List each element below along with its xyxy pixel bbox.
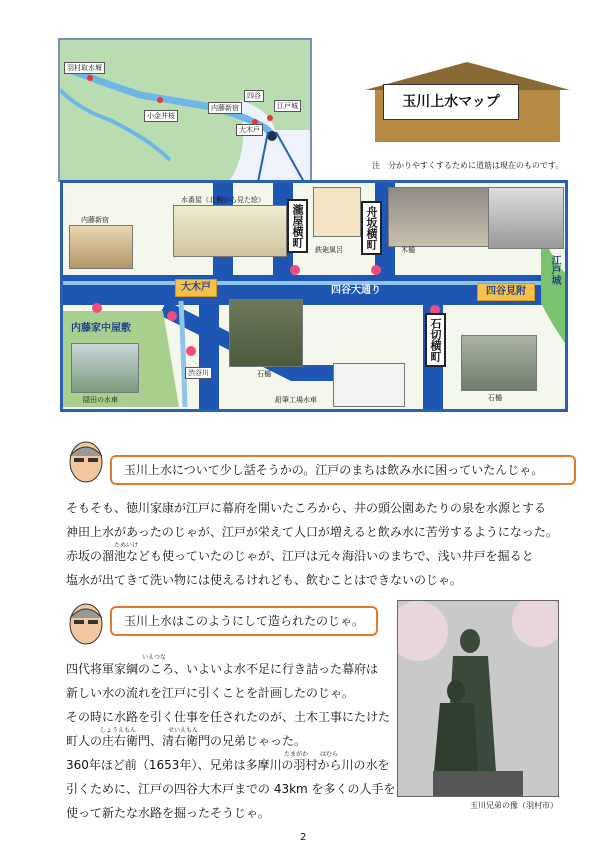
statue-graphic [398, 601, 558, 796]
shibuya-river-label: 渋谷川 [185, 367, 212, 379]
caption-sekihi-right: 石樋 [488, 394, 502, 402]
page-title: 玉川上水マップ [383, 84, 519, 120]
caption-naito-shinjuku: 内藤新宿 [81, 216, 109, 224]
paragraph-2-line-4: 町人の庄右衛門、清右衛門の兄弟じゃった。 [66, 734, 307, 748]
label-naito-shinjuku: 内藤新宿 [208, 102, 242, 114]
map-note: 注 分かりやすくするために道筋は現在のものです。 [372, 161, 564, 170]
paragraph-2-line-7: 使って新たな水路を掘ったそうじゃ。 [66, 806, 271, 820]
photo-castle-gate [488, 187, 564, 249]
caption-enpitsu: 鉛筆工場水車 [275, 396, 317, 404]
speech-bubble-1: 玉川上水について少し話そうかの。江戸のまちは飲み水に困っていたんじゃ。 [110, 455, 576, 485]
label-yotsuya: 四谷 [244, 90, 264, 102]
paragraph-1-line-2: 神田上水があったのじゃが、江戸が栄えて人口が増えると飲み水に苦労するようになった。 [66, 525, 558, 539]
ruby-seiemon: せいえもん [168, 727, 199, 734]
edojo-label: 江戸城 [549, 255, 560, 285]
caption-onden: 隠田の水車 [83, 396, 118, 404]
ruby-tameike: ためいけ [114, 542, 139, 549]
photo-suiban [173, 205, 287, 257]
yotsuya-street-label: 四谷大通り [331, 285, 381, 296]
photo-onden [71, 343, 139, 393]
paragraph-2-line-2: 新しい水の流れを江戸に引くことを計画したのじゃ。 [66, 686, 355, 700]
okido-tag: 大木戸 [175, 279, 217, 297]
paragraph-2-line-3: その時に水路を引く仕事を任されたのが、土木工事にたけた [66, 710, 391, 724]
label-edojo: 江戸城 [274, 100, 301, 112]
tamagawa-map [60, 180, 568, 412]
ruby-tama-hamura: たまがわ はむら [284, 751, 339, 758]
statue-caption: 玉川兄弟の像（羽村市） [470, 801, 558, 810]
paragraph-1-line-3: 赤坂の溜池なども使っていたのじゃが、江戸は元々海沿いのまちで、浅い井戸を掘ると [66, 549, 534, 563]
takiya-yokocho-tag: 瀧屋横町 [287, 199, 308, 253]
ruby-ietsuna: いえつな [142, 654, 166, 661]
old-man-avatar-1 [64, 436, 108, 488]
paragraph-1-line-1: そもそも、徳川家康が江戸に幕府を開いたころから、井の頭公園あたりの泉を水源とする [66, 501, 547, 515]
caption-suiban: 水番屋（北側から見た絵） [181, 196, 265, 204]
old-man-avatar-2 [64, 598, 108, 650]
paragraph-2-line-1: 四代将軍家綱のころ、いよいよ水不足に行き詰った幕府は [66, 662, 379, 676]
paragraph-1-line-4: 塩水が出てきて洗い物には使えるけれども、飲むことはできないのじゃ。 [66, 573, 463, 587]
funazaka-yokocho-tag: 舟坂横町 [361, 201, 382, 255]
caption-mokuhi: 木樋 [401, 246, 415, 254]
label-okido: 大木戸 [236, 124, 263, 136]
label-hamura: 羽村取水堰 [64, 62, 105, 74]
yotsuya-mitsuke-tag: 四谷見附 [477, 283, 535, 301]
caption-sekihi-center: 石樋 [257, 370, 271, 378]
photo-enpitsu [333, 363, 405, 407]
paragraph-2-line-6: 引くために、江戸の四谷大木戸までの 43km を多くの人手を [66, 782, 396, 796]
photo-sekihi-center [229, 299, 303, 367]
photo-naito-shinjuku [69, 225, 133, 269]
statue-photo [397, 600, 559, 797]
naito-yashiki-label: 内藤家中屋敷 [71, 323, 131, 334]
paragraph-2-line-5: 360年ほど前（1653年）、兄弟は多摩川の羽村から川の水を [66, 758, 390, 772]
ishikiri-yokocho-tag: 石切横町 [425, 313, 446, 367]
photo-tub [313, 187, 361, 237]
connector-lines [250, 130, 310, 185]
page-number: 2 [300, 832, 307, 843]
label-koganei: 小金井桜 [144, 110, 178, 122]
photo-mokuhi [388, 187, 490, 247]
speech-bubble-2: 玉川上水はこのようにして造られたのじゃ。 [110, 606, 378, 636]
caption-tub: 鉄砲風呂 [315, 246, 343, 254]
ruby-shouemon: しょうえもん [100, 727, 137, 734]
photo-sekihi-right [461, 335, 537, 391]
